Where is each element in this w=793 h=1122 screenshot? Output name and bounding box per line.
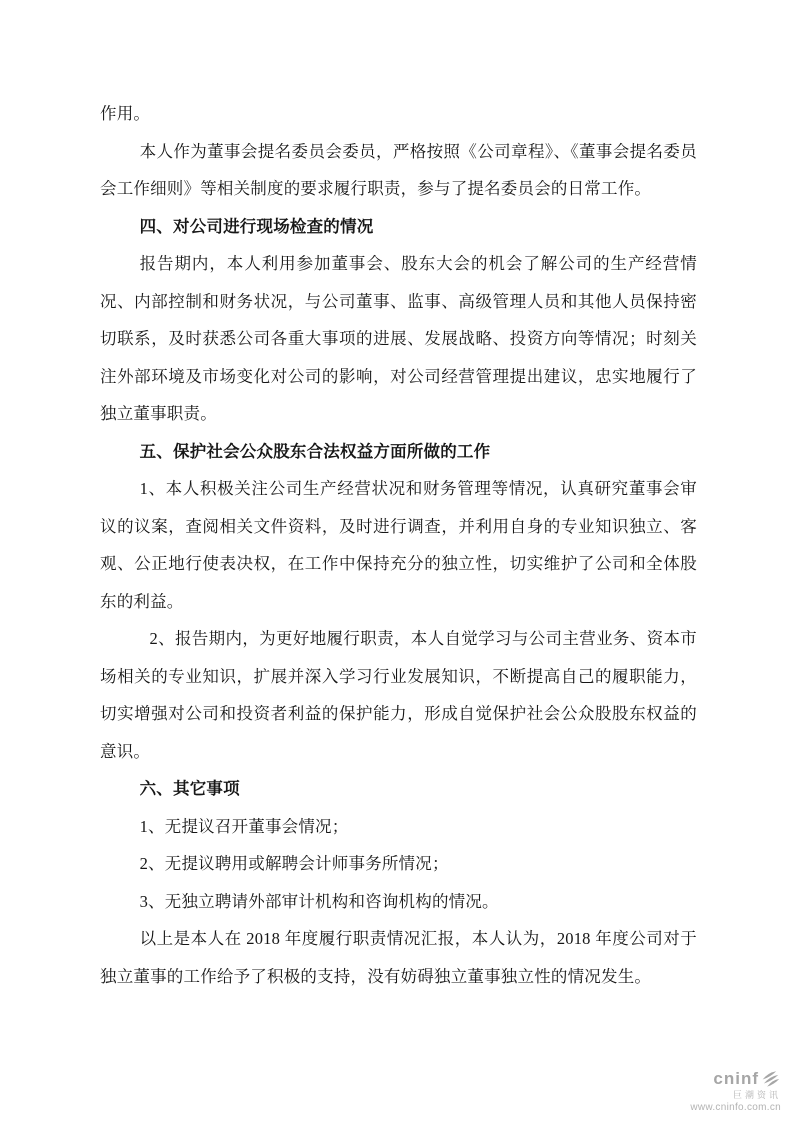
list-item-no-accountant-change: 2、无提议聘用或解聘会计师事务所情况； bbox=[139, 854, 449, 873]
list-item-1: 1、本人积极关注公司生产经营状况和财务管理等情况，认真研究董事会审议的议案，查阅相关文件资料，及时进行调查，并利用自身的专业知识独立、客观、公正地行使表决权，在工作中保持充分的独立性，切实维护了公司和全体股东的利益。 bbox=[100, 479, 697, 611]
section-heading-4: 四、对公司进行现场检查的情况 bbox=[139, 216, 374, 236]
list-item-no-board-meeting: 1、无提议召开董事会情况； bbox=[139, 816, 349, 836]
section-heading-5: 五、保护社会公众股东合法权益方面所做的工作 bbox=[139, 441, 491, 461]
cninfo-swirl-icon bbox=[761, 1069, 781, 1089]
list-item-2: 2、报告期内，为更好地履行职责，本人自觉学习与公司主营业务、资本市场相关的专业知识，扩展并深入学习行业发展知识，不断提高自己的履职能力，切实增强对公司和投资者利益的保护能力，形成自觉保护社会公众股股东权益的意识。 bbox=[100, 629, 697, 761]
cninfo-logo-chinese: 巨潮资讯 bbox=[732, 1090, 781, 1101]
paragraph-continuation: 作用。 bbox=[100, 104, 151, 123]
closing-paragraph: 以上是本人在 2018 年度履行职责情况汇报，本人认为，2018 年度公司对于独立董事的工作给予了积极的支持，没有妨碍独立董事独立性的情况发生。 bbox=[100, 929, 697, 986]
document-body bbox=[100, 95, 697, 995]
list-item-no-external-audit: 3、无独立聘请外部审计机构和咨询机构的情况。 bbox=[139, 891, 499, 911]
paragraph: 报告期内，本人利用参加董事会、股东大会的机会了解公司的生产经营情况、内部控制和财务状况，与公司董事、监事、高级管理人员和其他人员保持密切联系，及时获悉公司各重大事项的进展、发展战略、投资方向等情况；时刻关注外部环境及市场变化对公司的影响，对公司经营管理提出建议，忠实地履行了独立董事职责。 bbox=[100, 254, 697, 423]
cninfo-logo-row bbox=[690, 1069, 781, 1089]
cninfo-logo-url: www.cninfo.com.cn bbox=[690, 1101, 781, 1113]
cninfo-watermark bbox=[690, 1069, 781, 1113]
cninfo-logo-text: cninf bbox=[713, 1069, 759, 1089]
paragraph: 本人作为董事会提名委员会委员，严格按照《公司章程》、《董事会提名委员会工作细则》等相关制度的要求履行职责，参与了提名委员会的日常工作。 bbox=[100, 141, 697, 198]
section-heading-6: 六、其它事项 bbox=[139, 779, 240, 798]
